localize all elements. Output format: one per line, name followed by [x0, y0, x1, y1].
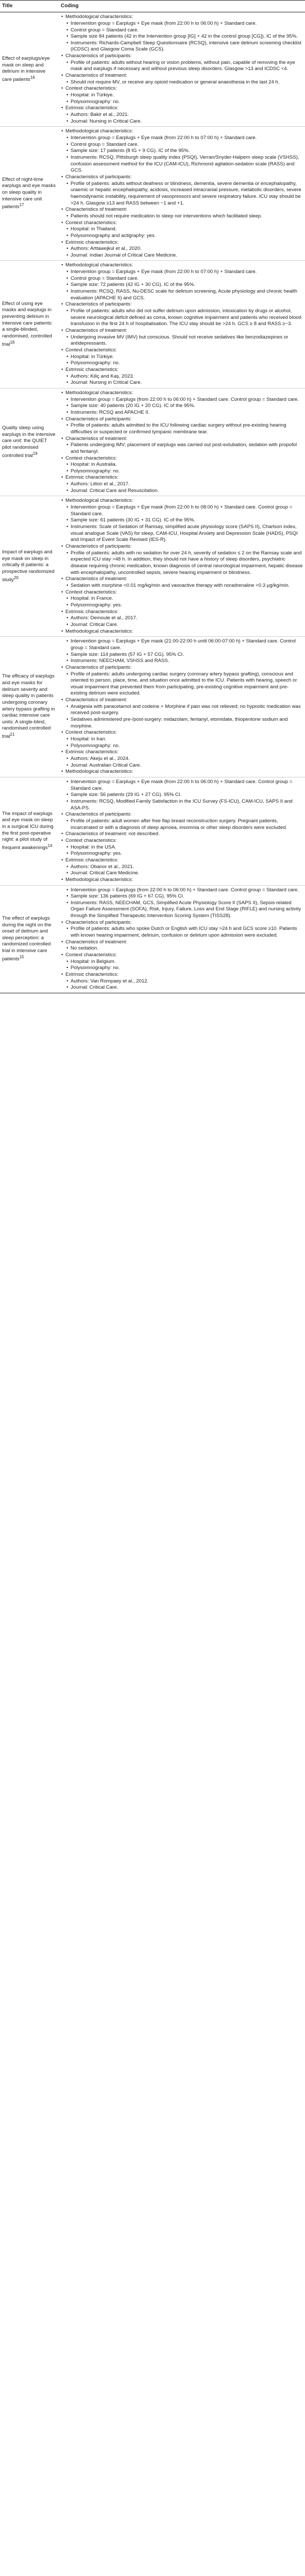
coding-detail-item: • Authors: Bakir et al., 2021. — [61, 112, 303, 118]
coding-category-item: • Context characteristics: — [61, 730, 303, 736]
coding-detail-item: • Polysomnography: yes. — [61, 851, 303, 857]
study-title-cell — [0, 777, 59, 886]
coding-detail-item: • Authors: Demoule et al., 2017. — [61, 615, 303, 622]
coding-detail-item: • Profile of patients: adults who spoke Dutch or English with ICU stay >24 h and GCS score ≥10. Patients with known hearing impairment, delirium, confusion or delirium upon admission were excluded. — [61, 926, 303, 939]
coding-category-item: • Characteristics of treatment: — [61, 207, 303, 213]
coding-list — [61, 262, 303, 386]
coding-category-item: • Characteristics of treatment: — [61, 576, 303, 583]
coding-detail-item: • Instruments: RCSQ, Modified Family Satisfaction in the ICU Survey (FS-ICU), CAM-ICU, SAPS II and ASA-PS. — [61, 799, 303, 811]
coding-detail-item: • Intervention group = Earplugs + Eye mask (from 22:00 h to 07:00 h) + Standard care. — [61, 269, 303, 276]
coding-detail-item: • Sample size: 114 patients (57 IG + 57 CG). 95% CI. — [61, 652, 303, 658]
study-title-cell — [0, 261, 59, 388]
coding-detail-item: • Sample size: 136 patients (69 IG + 67 CG). 95% CI. — [61, 893, 303, 900]
coding-category-item: • Context characteristics: — [61, 455, 303, 462]
coding-category-item: • Context characteristics: — [61, 589, 303, 596]
study-title-cell — [0, 388, 59, 496]
coding-detail-item: • Polysomnography and actigraphy: yes. — [61, 233, 303, 240]
study-title-cell — [0, 637, 59, 777]
coding-detail-item: • Hospital: in Thailand. — [61, 226, 303, 233]
reference-number: 15 — [19, 954, 24, 959]
coding-category-item: • Characteristics of treatment: — [61, 697, 303, 704]
coding-detail-item: • Instruments: Scale of Sedation of Ramsay, simplified acute physiology score (SAPS II), Charlson index, visual analogue Scale (VAS) for sleep, CAM-ICU, Hospital Anxiety and Depression Scale (HADS), PSQI and Impact of Event Scale Revised (IES-R). — [61, 524, 303, 544]
coding-cell — [59, 12, 305, 127]
coding-detail-item: • Sedation with morphine <0.01 mg/kg/min and vasoactive therapy with noradrenaline <0.3 µg/kg/min. — [61, 583, 303, 589]
coding-detail-item: • Journal: Indian Journal of Critical Care Medicine. — [61, 252, 303, 259]
coding-detail-item: • Intervention group = Earplugs + Eye mask (from 22:00 h to 07:00 h) + Standard care. — [61, 135, 303, 142]
coding-cell — [59, 777, 305, 886]
coding-detail-item: • Journal: Critical Care Medicine. — [61, 870, 303, 877]
coding-detail-item: • Profile of patients: adults without hearing or vision problems, without pain, capable of removing the eye mask and earplugs if necessary and without previous sleep disorders. Glasgow >13 and ICDSC <4. — [61, 60, 303, 73]
coding-detail-item: • No sedation. — [61, 945, 303, 952]
coding-detail-item: • Sample size: 40 patients (20 IG + 20 CG). IC of the 95%. — [61, 403, 303, 410]
coding-category-item: • Extrinsic characteristics: — [61, 105, 303, 112]
coding-detail-item: • Sample size: 61 patients (30 IG + 31 CG). IC of the 95%. — [61, 517, 303, 524]
coding-cell — [59, 637, 305, 777]
coding-category-item: • Methodological characteristics: — [61, 128, 303, 135]
coding-detail-item: • Profile of patients: adults who did not suffer delirium upon admission, intoxication by drugs or alcohol, severe neurological deficit defined as coma, known cognitive impairment and patients who received blood transfusion in the first 24 h of hospitalisation. The ICU stay should be >24 h. GCS ≥ 8 and RASS ≥−3. — [61, 308, 303, 328]
coding-cell — [59, 496, 305, 637]
table-row — [0, 885, 305, 993]
reference-number: 18 — [10, 340, 15, 345]
coding-detail-item: • Sample size 84 patients (42 in the Intervention group [IG] + 42 in the control group [CG]). IC of the 95%. — [61, 33, 303, 40]
coding-cell — [59, 261, 305, 388]
coding-cell — [59, 885, 305, 993]
coding-category-item: • Methodological characteristics: — [61, 769, 303, 775]
coding-detail-item: • Profile of patients: adults with no sedation for over 24 h, severity of sedation ≤ 2 on the Ramsay scale and expected ICU stay >48 h. In addition, they should not have a history of sleep disorders, psychiatric disease requiring chronic medication, known diagnosis of central neurological impairment, hepatic disease with encephalopathy, uncontrolled sepsis, severe hearing impairment or blindness. — [61, 550, 303, 577]
reference-number: 14 — [47, 843, 53, 848]
coding-category-item: • Extrinsic characteristics: — [61, 609, 303, 616]
table-row — [0, 637, 305, 777]
study-title-cell — [0, 127, 59, 261]
study-title-cell — [0, 12, 59, 127]
coding-category-item: • Methodological characteristics: — [61, 262, 303, 269]
study-title: Impact of earplugs and eye mask on sleep in critically ill patients: a prospective randomized study — [2, 549, 55, 583]
coding-detail-item: • Authors: Arttawejkul et al., 2020. — [61, 246, 303, 252]
coding-category-item: • Extrinsic characteristics: — [61, 749, 303, 756]
coding-category-item: • Context characteristics: — [61, 838, 303, 844]
coding-category-item: • Extrinsic characteristics: — [61, 367, 303, 374]
coding-list — [61, 638, 303, 775]
table-row — [0, 388, 305, 496]
coding-detail-item: • Journal: Australian Critical Care. — [61, 762, 303, 769]
coding-detail-item: • Instruments: RCSQ, RASS, Nu-DESC scale for delirium screening, Acute physiology and chronic health evaluation (APACHE II) and GCS. — [61, 289, 303, 301]
coding-detail-item: • Profile of patients: adults undergoing cardiac surgery (coronary artery bypass grafting), conscious and oriented to person, place, time, and situation once admitted to the ICU. Patients with hearing, speech or visual impairment that prevented them from participating, pre-existing cognitive impairment and pre-existing delirium were excluded. — [61, 671, 303, 698]
coding-detail-item: • Instruments: RCSQ, Pittsburgh sleep quality index (PSQI), Verran/Snyder-Halpern sleep scale (VSHSS), confusion assessment method for the ICU (CAM-ICU), Richmond agitation-sedation scale (RASS) and GCS. — [61, 155, 303, 174]
coding-cell — [59, 388, 305, 496]
coding-category-item: • Methodological characteristics: — [61, 390, 303, 397]
coding-category-item: • Methodological characteristics: — [61, 498, 303, 504]
coding-detail-item: • Hospital: in the USA. — [61, 844, 303, 851]
coding-detail-item: • Undergoing invasive MV (IMV) but conscious. Should not receive sedatives like benzodiazepines or antidepressants. — [61, 334, 303, 347]
coding-detail-item: • Authors: Van Rompaey et al., 2012. — [61, 978, 303, 985]
coding-detail-item: • Hospital: in France. — [61, 596, 303, 602]
coding-detail-item: • Hospital: in Australia. — [61, 462, 303, 468]
coding-category-item: • Context characteristics: — [61, 952, 303, 959]
coding-detail-item: • Intervention group = Earplugs + Eye mask (from 22:00 h to 06:00 h) + Standard care. — [61, 21, 303, 27]
coding-list — [61, 390, 303, 495]
study-title-cell — [0, 885, 59, 993]
study-title: The efficacy of earplugs and eye masks for delirium severity and sleep quality in patients undergoing coronary artery bypass grafting in cardiac intensive care units: A single-blind, randomised controlled trial — [2, 673, 55, 740]
coding-category-item: • Characteristics of participants: — [61, 920, 303, 926]
coding-detail-item: • Journal: Nursing in Critical Care. — [61, 118, 303, 125]
coding-cell — [59, 127, 305, 261]
table-row — [0, 261, 305, 388]
table-row — [0, 12, 305, 127]
coding-category-item: • Extrinsic characteristics: — [61, 857, 303, 864]
coding-category-item: • Characteristics of treatment: — [61, 436, 303, 443]
coding-list — [61, 128, 303, 259]
table-row — [0, 496, 305, 637]
coding-list — [61, 498, 303, 635]
coding-category-item: • Extrinsic characteristics: — [61, 240, 303, 246]
coding-detail-item: • Intervention group = Earplugs + Eye mask (21:00-22:00 h until 06:00-07:00 h) + Standard care. Control group = Standard care. — [61, 638, 303, 651]
coding-category-item: • Context characteristics: — [61, 220, 303, 227]
coding-category-item: • Characteristics of treatment: — [61, 73, 303, 79]
table-row — [0, 777, 305, 886]
coding-detail-item: • Sample size: 72 patients (42 IG + 30 CG). IC of the 95%. — [61, 282, 303, 289]
coding-detail-item: • Journal: Critical Care and Resuscitation. — [61, 488, 303, 495]
coding-detail-item: • Instruments: Richards-Campbell Sleep Questionnaire (RCSQ), intensive care delirium screening checklist (ICDSC) and Glasgow Coma Scale (GCS). — [61, 40, 303, 53]
coding-detail-item: • Journal: Nursing in Critical Care. — [61, 380, 303, 386]
coding-detail-item: • Journal: Critical Care. — [61, 985, 303, 991]
coding-list — [61, 779, 303, 884]
coding-detail-item: • Polysomnography: no. — [61, 965, 303, 972]
coding-category-item: • Characteristics of treatment: — [61, 328, 303, 334]
reference-number: 17 — [19, 202, 24, 208]
study-title: The impact of earplugs and eye mask on sleep in a surgical ICU during the first post-operative night: a pilot study of frequent awakenings — [2, 810, 54, 851]
coding-category-item: • Extrinsic characteristics: — [61, 474, 303, 481]
coding-category-item: • Methodological characteristics: — [61, 629, 303, 635]
coding-detail-item: • Profile of patients: adults without deafness or blindness, dementia, severe dementia or encephalopathy, uraemic or hepatic encephalopathy, acidosis, increased intracranial pressure, metabolic disorders, severe haemodynamic instability, requirement of vasopressors and severe respiratory failure. ICU stay should be >24 h. Glasgow ≥13 and RASS between −1 and +1. — [61, 181, 303, 207]
coding-detail-item: • Sedatives administered pre-/post-surgery: midazolam, fentanyl, etomidate, thiopentone sodium and morphine. — [61, 717, 303, 730]
coding-category-item: • Characteristics of participants: — [61, 53, 303, 60]
coding-detail-item: • Profile of patients: adults admitted to the ICU following cardiac surgery without pre-existing hearing difficulties or suspected or confirmed tympanic membrane tear. — [61, 422, 303, 435]
study-title: Effect of night-time earplugs and eye masks on sleep quality in intensive care unit patients — [2, 176, 56, 210]
coding-detail-item: • Sample size: 56 patients (29 IG + 27 CG). 95% CI. — [61, 792, 303, 799]
header-coding: Coding — [59, 1, 305, 12]
coding-detail-item: • Control group = Standard care. — [61, 27, 303, 34]
coding-category-item: • Characteristics of treatment: not described. — [61, 831, 303, 838]
table-row — [0, 127, 305, 261]
header-title: Title — [0, 1, 59, 12]
coding-detail-item: • Hospital: in Türkiye. — [61, 354, 303, 361]
coding-category-item: • Methodological characteristics: — [61, 14, 303, 21]
coding-detail-item: • Instruments: RASS, NEECHAM, GCS, Simplified Acute Physiology Score II (SAPS II), Sepsis-related Organ Failure Assessment (SOFA), Risk, Injury, Failure, Loss and End Stage (RIFLE) and nursing activity through the Simplified Therapeutic Intervention Scoring System (TISS28). — [61, 900, 303, 920]
coding-category-item: • Characteristics of participants: — [61, 811, 303, 818]
reference-number: 16 — [30, 75, 35, 80]
coding-detail-item: • Intervention group = Earplugs + Eye mask (from 22:00 h to 06:00 h) + Standard care. Control group = Standard care. — [61, 779, 303, 792]
coding-detail-item: • Polysomnography: no. — [61, 360, 303, 367]
study-title: The effect of earplugs during the night on the onset of delirium and sleep perception: a randomized controlled trial in intensive care patients — [2, 915, 52, 962]
coding-detail-item: • Polysomnography: no. — [61, 743, 303, 750]
coding-detail-item: • Profile of patients: adult women after free flap breast reconstruction surgery. Pregnant patients, incarcerated or with a diagnosis of sleep apnoea, insomnia or other sleep disorders were excluded. — [61, 818, 303, 831]
coding-detail-item: • Should not require MV, or receive any opioid medication or general anaesthesia in the last 24 h. — [61, 79, 303, 86]
study-title-cell — [0, 496, 59, 637]
study-title: Quality sleep using earplugs in the intensive care unit: the QUIET pilot randomised controlled trial — [2, 425, 56, 459]
coding-list — [61, 14, 303, 125]
coding-category-item: • Extrinsic characteristics: — [61, 972, 303, 978]
coding-detail-item: • Hospital: in Iran. — [61, 736, 303, 743]
characteristics-table — [0, 0, 305, 993]
coding-detail-item: • Polysomnography: no. — [61, 468, 303, 475]
reference-number: 20 — [13, 575, 19, 580]
coding-category-item: • Characteristics of participants: — [61, 174, 303, 181]
coding-detail-item: • Hospital: in Belgium. — [61, 959, 303, 965]
coding-detail-item: • Patients should not require medication to sleep nor interventions which facilitated sleep. — [61, 213, 303, 220]
coding-detail-item: • Authors: Akeju et al., 2024. — [61, 756, 303, 762]
coding-detail-item: • Instruments: NEECHAM, VSHSS and RASS. — [61, 658, 303, 665]
coding-detail-item: • Authors: Obanor et al., 2021. — [61, 864, 303, 871]
coding-list — [61, 887, 303, 992]
coding-detail-item: • Authors: Litton et al., 2017. — [61, 481, 303, 488]
coding-detail-item: • Intervention group = Earplugs (from 22:00 h to 06:00 h) + Standard care. Control group = Standard care. — [61, 887, 303, 894]
coding-category-item: • Characteristics of treatment: — [61, 939, 303, 946]
coding-category-item: • Context characteristics: — [61, 86, 303, 92]
study-title: Effect of earplugs/eye mask on sleep and delirium in intensive care patients — [2, 55, 50, 83]
coding-category-item: • Methodological characteristics: — [61, 877, 303, 884]
coding-category-item: • Characteristics of participants: — [61, 665, 303, 671]
reference-number: 19 — [32, 451, 38, 456]
coding-category-item: • Characteristics of participants: — [61, 301, 303, 308]
coding-detail-item: • Polysomnography: no. — [61, 99, 303, 106]
coding-detail-item: • Control group = Standard care. — [61, 276, 303, 282]
coding-detail-item: • Sample size: 17 patients (8 IG + 9 CG). IC of the 95%. — [61, 148, 303, 155]
coding-category-item: • Context characteristics: — [61, 347, 303, 354]
study-title: Effect of using eye masks and earplugs in preventing delirium in intensive care patients: a single-blinded, randomised, controlled trial — [2, 300, 53, 347]
coding-detail-item: • Authors: Kiliç and Kaş, 2023. — [61, 374, 303, 380]
coding-detail-item: • Journal: Critical Care. — [61, 622, 303, 629]
coding-detail-item: • Patients undergoing IMV; placement of earplugs was carried out post-extubation, sedation with propofol and fentanyl. — [61, 442, 303, 455]
coding-detail-item: • Control group = Standard care. — [61, 142, 303, 148]
coding-detail-item: • Instruments: RCSQ and APACHE II. — [61, 410, 303, 416]
coding-detail-item: • Intervention group = Earplugs (from 22:00 h to 06:00 h) + Standard care. Control group = Standard care. — [61, 397, 303, 403]
table-header-row — [0, 1, 305, 12]
reference-number: 21 — [10, 732, 15, 737]
coding-detail-item: • Analgesia with paracetamol and codeine + Morphine if pain was not relieved; no hypnotic medication was received post-surgery. — [61, 704, 303, 717]
coding-detail-item: • Intervention group = Earplugs + Eye mask (from 22:00 h to 08:00 h) + Standard care. Control group = Standard care. — [61, 504, 303, 517]
coding-detail-item: • Polysomnography: yes. — [61, 602, 303, 609]
coding-detail-item: • Hospital: in Türkiye. — [61, 92, 303, 99]
coding-category-item: • Characteristics of participants: — [61, 544, 303, 550]
coding-category-item: • Characteristics of participants: — [61, 416, 303, 423]
